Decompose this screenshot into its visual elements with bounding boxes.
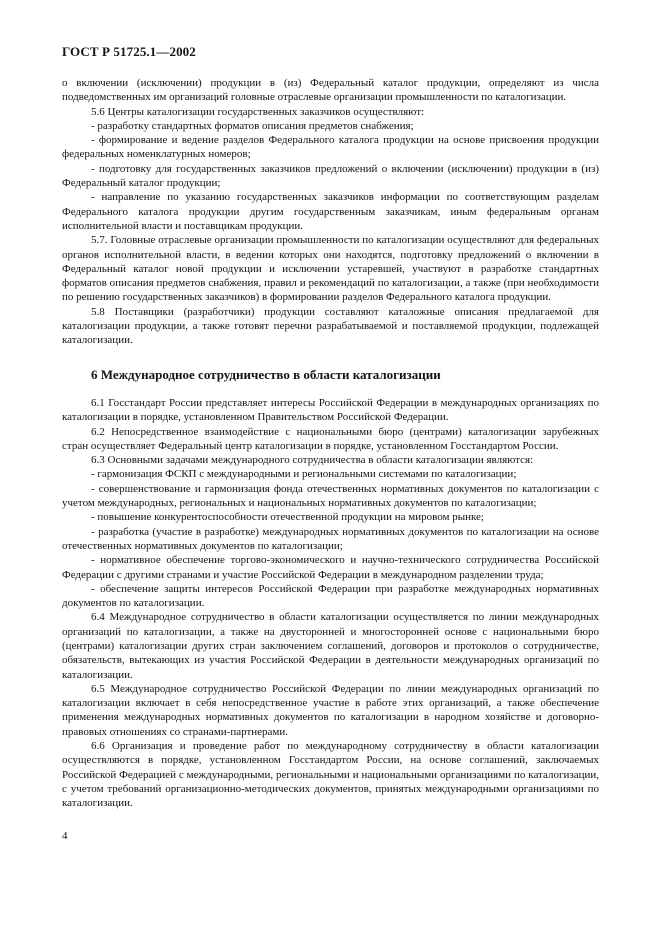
paragraph: 6.6 Организация и проведение работ по международному сотрудничеству в области каталогизации осуществляются в порядке, установленном Госстандартом России, на основе соглашений, заключаемых Российской Федерацией с международными, региональными и национальными организациями по каталогизации, с учетом требований организационно-методических документов, принятых международными организациями по каталогизации. (62, 740, 599, 810)
paragraph: 5.7. Головные отраслевые организации промышленности по каталогизации осуществляют для федеральных органов исполнительной власти, в ведении которых они находятся, подготовку предложений о включении в Федеральный каталог новой продукции и исключении устаревшей, участвуют в разработке стандартных форматов описания предметов снабжения, правил и рекомендаций по каталогизации, а также (при необходимости по решению государственных заказчиков) в формировании разделов Федерального каталога продукции. (62, 234, 599, 304)
document-body (62, 76, 599, 811)
paragraph: - обеспечение защиты интересов Российской Федерации при разработке международных нормативных документов по каталогизации. (62, 582, 599, 610)
paragraph: - направление по указанию государственных заказчиков информации по соответствующим разделам Федерального каталога продукции другим государственным заказчикам, иным федеральным органам исполнительной власти и поставщикам продукции. (62, 191, 599, 232)
paragraph: - повышение конкурентоспособности отечественной продукции на мировом рынке; (91, 511, 484, 524)
paragraph: - разработка (участие в разработке) международных нормативных документов по каталогизации на основе отечественных нормативных документов по каталогизации; (62, 525, 599, 552)
section-6-body (62, 396, 599, 811)
paragraph: - гармонизация ФСКП с международными и региональными системами по каталогизации; (91, 468, 517, 481)
paragraph: 5.8 Поставщики (разработчики) продукции составляют каталожные описания предлагаемой для каталогизации продукции, а также готовят перечни разрабатываемой и поставляемой продукции, подлежащей каталогизации. (62, 305, 599, 347)
paragraph: 6.4 Международное сотрудничество в области каталогизации осуществляется по линии международных организаций по каталогизации, а также на двусторонней и многосторонней основе с национальными бюро (центрами) каталогизации других стран заключением соглашений, договоров и протоколов о сотрудничестве, обязательств, вытекающих из участия Российской Федерации в деятельности международных организаций по каталогизации. (62, 611, 599, 681)
paragraph: 6.3 Основными задачами международного сотрудничества в области каталогизации являются: (91, 454, 534, 467)
paragraph: 6.1 Госстандарт России представляет интересы Российской Федерации в международных организациях по каталогизации в порядке, установленном Правительством Российской Федерации. (62, 396, 599, 424)
page-number: 4 (62, 830, 68, 842)
paragraph: 5.6 Центры каталогизации государственных заказчиков осуществляют: (91, 105, 425, 118)
document-header: ГОСТ Р 51725.1—2002 (62, 44, 196, 59)
section-5-body (62, 76, 599, 348)
paragraph: - совершенствование и гармонизация фонда отечественных нормативных документов по каталогизации с учетом международных, региональных и национальных нормативных документов по каталогизации; (62, 482, 599, 510)
paragraph: - нормативное обеспечение торгово-экономического и научно-технического сотрудничества Российской Федерации с другими странами и участие Российской Федерации в международном разделении труда; (62, 554, 599, 581)
paragraph: 6.2 Непосредственное взаимодействие с национальными бюро (центрами) каталогизации зарубежных стран осуществляет Федеральный центр каталогизации в порядке, установленном Госстандартом России. (62, 425, 599, 452)
paragraph: - формирование и ведение разделов Федерального каталога продукции на основе присвоения продукции федеральных номенклатурных номеров; (62, 134, 599, 161)
paragraph: - разработку стандартных форматов описания предметов снабжения; (91, 119, 414, 132)
paragraph: о включении (исключении) продукции в (из) Федеральный каталог продукции, определяют из числа подведомственных им организаций головные отраслевые организации промышленности по каталогизации. (62, 77, 599, 104)
section-6-heading: 6 Международное сотрудничество в области каталогизации (91, 366, 441, 382)
paragraph: - подготовку для государственных заказчиков предложений о включении (исключении) продукции в (из) Федеральный каталог продукции; (62, 162, 599, 190)
paragraph: 6.5 Международное сотрудничество Российской Федерации по линии международных организаций по каталогизации включает в себя непосредственное участие в работе этих организаций, а также обеспечение применения международных нормативных документов по каталогизации в народном хозяйстве и договорно-правовых отношениях со странами-партнерами. (62, 682, 599, 738)
